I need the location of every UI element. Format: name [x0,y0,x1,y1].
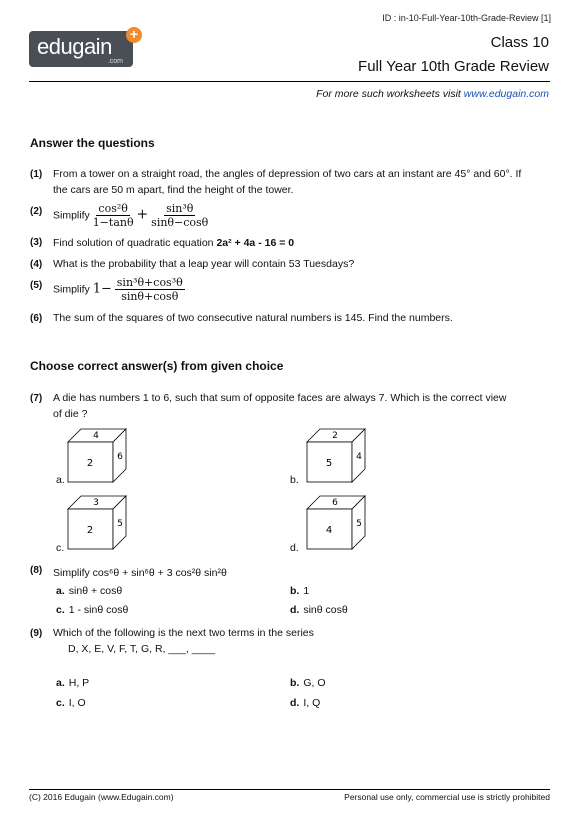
option-text: G, O [303,677,326,689]
option-label: c. [56,604,65,616]
die-top-number: 2 [332,431,338,441]
question-number: (8) [30,565,43,576]
logo-com: .com [107,58,123,65]
option-text: 1 [303,585,310,597]
option-text: 1 - sinθ cosθ [68,604,129,616]
logo-text: edugain [37,34,112,59]
question-text: Which of the following is the next two terms in the series [53,627,314,639]
fraction-denominator: 1−tanθ [92,216,134,229]
question-number: (7) [30,393,43,404]
fraction-denominator: sinθ−cosθ [151,216,209,229]
equation: 2a² + 4a - 16 = 0 [216,237,295,249]
option-b[interactable] [290,585,309,597]
die-front-number: 4 [325,525,333,536]
footer-notice: Personal use only, commercial use is strictly prohibited [344,792,550,802]
visit-prefix: For more such worksheets visit [316,88,464,100]
question-text: A die has numbers 1 to 6, such that sum of opposite faces are always 7. Which is the correct view of die ? [53,392,507,420]
die-top-number: 6 [332,498,338,508]
fraction [151,202,208,229]
option-text: sinθ cosθ [303,604,348,616]
simplify-label: Simplify [53,209,90,222]
footer-divider [29,789,550,790]
option-label: a. [56,585,65,597]
die-image-b[interactable] [305,427,367,485]
question-expression [53,202,208,229]
option-label: d. [290,604,300,616]
edugain-logo[interactable] [29,31,133,67]
fraction-denominator: sinθ+cosθ [121,290,179,303]
question-expression [53,276,185,303]
plus-operator: + [136,206,149,223]
edugain-link[interactable]: www.edugain.com [463,88,549,100]
question-text: Simplify cos⁶θ + sin⁶θ + 3 cos²θ sin²θ [53,567,227,579]
question-number: (5) [30,280,43,291]
question-text: Find solution of quadratic equation [53,237,214,249]
die-image-a[interactable] [66,427,128,485]
die-front-number: 2 [86,525,94,536]
fraction-numerator: cos²θ [98,202,128,215]
fraction [115,276,185,303]
option-label: a. [56,677,65,689]
option-label[interactable]: d. [290,542,299,554]
die-side-number: 5 [117,519,123,529]
die-image-c[interactable] [66,494,128,552]
question-number: (1) [30,169,43,180]
option-a[interactable] [56,677,89,689]
fraction-numerator: sin³θ+cos³θ [116,276,183,289]
option-label: d. [290,697,300,709]
question-text: The sum of the squares of two consecutive natural numbers is 145. Find the numbers. [53,312,453,324]
option-c[interactable] [56,697,86,709]
option-label[interactable]: c. [56,542,65,554]
option-label: b. [290,677,300,689]
die-side-number: 6 [117,452,123,462]
page-title: Full Year 10th Grade Review [358,58,549,75]
option-a[interactable] [56,585,122,597]
option-label[interactable]: a. [56,474,65,486]
series-text: D, X, E, V, F, T, G, R, ___, ____ [68,643,216,655]
option-d[interactable] [290,697,320,709]
visit-line [316,88,549,100]
die-front-number: 2 [86,458,94,469]
die-top-number: 4 [93,431,99,441]
question-number: (2) [30,206,43,217]
die-side-number: 4 [356,452,362,462]
option-c[interactable] [56,604,128,616]
expression-lead: 1− [92,281,112,297]
question-number: (3) [30,237,43,248]
plus-icon: + [126,27,142,43]
die-side-number: 5 [356,519,362,529]
option-b[interactable] [290,677,326,689]
simplify-label: Simplify [53,283,90,296]
fraction-numerator: sin³θ [166,202,194,215]
header-divider [29,81,550,82]
option-text: sinθ + cosθ [68,585,123,597]
section-title-choose: Choose correct answer(s) from given choice [30,359,284,373]
option-label[interactable]: b. [290,474,299,486]
option-text: I, Q [303,697,321,709]
die-front-number: 5 [325,458,333,469]
die-top-number: 3 [93,498,99,508]
die-image-d[interactable] [305,494,367,552]
worksheet-id: ID : in-10-Full-Year-10th-Grade-Review [1] [382,13,551,23]
fraction [93,202,134,229]
footer-copyright: (C) 2016 Edugain (www.Edugain.com) [29,792,174,802]
question-number: (4) [30,259,43,270]
option-label: c. [56,697,65,709]
option-label: b. [290,585,300,597]
question-text: From a tower on a straight road, the angles of depression of two cars at an instant are 45° and 60°. If the cars are 50 m apart, find the height of the tower. [53,168,522,196]
question-text [53,235,294,251]
option-text: I, O [68,697,86,709]
option-text: H, P [68,677,90,689]
question-text: What is the probability that a leap year will contain 53 Tuesdays? [53,258,355,270]
option-d[interactable] [290,604,348,616]
section-title-answer: Answer the questions [30,136,155,150]
question-number: (9) [30,628,43,639]
question-number: (6) [30,313,43,324]
class-label: Class 10 [490,34,549,51]
